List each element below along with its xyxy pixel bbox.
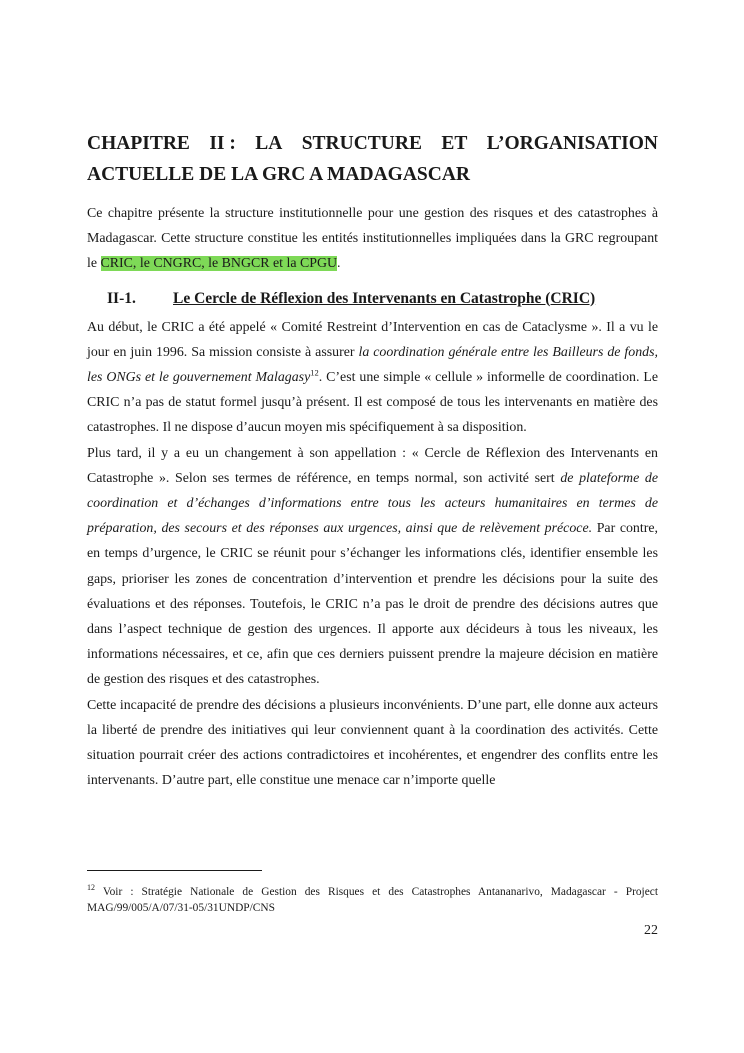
chapter-title-word: STRUCTURE [301, 133, 422, 154]
chapter-title-line-1 [87, 128, 658, 159]
paragraph-2-text-a: Plus tard, il y a eu un changement à son appellation : « Cercle de Réflexion des Intervenants en Catastrophe ». Selon ses termes de référence, en temps normal, son activité sert [87, 445, 658, 486]
footnote-text: Voir : Stratégie Nationale de Gestion des Risques et des Catastrophes Antananarivo, Madagascar - Project MAG/99/005/A/07/31-05/31UNDP/CNS [87, 886, 658, 914]
footnote-marker: 12 [87, 883, 95, 893]
paragraph-1-italic: la coordination générale entre les Bailleurs de fonds, les ONGs et le gouvernement Malagasy [87, 344, 658, 386]
footnote [87, 884, 658, 916]
chapter-title-word: II : [209, 133, 236, 154]
paragraph-2-italic: de plateforme de coordination et d’échanges d’informations entre tous les acteurs humanitaires en termes de préparation, des secours et des réponses aux urgences, ainsi que de relèvement précoce. [87, 470, 658, 537]
chapter-title [87, 128, 658, 190]
paragraph-2 [87, 441, 658, 693]
section-title: Le Cercle de Réflexion des Intervenants en Catastrophe (CRIC) [173, 289, 596, 307]
paragraph-3-text: Cette incapacité de prendre des décisions a plusieurs inconvénients. D’une part, elle donne aux acteurs la liberté de prendre des initiatives qui leur conviennent quant à la coordination des activités. Cette situation pourrait créer des actions contradictoires et incohérentes, et engendrer des conflits entre les intervenants. D’autre part, elle constitue une menace car n’importe quelle [87, 697, 658, 789]
paragraph-1-text-b: . C’est une simple « cellule » informelle de coordination. Le CRIC n’a pas de statut formel jusqu’à présent. Il est composé de tous les intervenants en matière des catastrophes. Il ne dispose d’aucun moyen mis spécifiquement à sa disposition. [87, 370, 659, 436]
chapter-title-word: LA [255, 133, 283, 154]
intro-paragraph [87, 201, 658, 277]
section-number: II-1. [107, 289, 136, 307]
intro-text: Ce chapitre présente la structure institutionnelle pour une gestion des risques et des catastrophes à Madagascar. Cette structure constitue les entités institutionnelles impliquées dans la GRC regroupant le [87, 206, 658, 272]
section-heading [107, 287, 658, 311]
intro-end: . [337, 256, 341, 272]
paragraph-2-text-b: Par contre, en temps d’urgence, le CRIC se réunit pour s’échanger les informations clés, identifier ensemble les gaps, prioriser les zones de concentration d’intervention et prendre les décisions pour la suite des évaluations et des réponses. Toutefois, le CRIC n’a pas le droit de prendre des décisions autres que dans l’aspect technique de gestion des urgences. Il apporte aux décideurs à tous les niveaux, les informations nécessaires, et ce, afin que ces derniers puissent prendre la majeure décision en matière de gestion des risques et des catastrophes. [87, 521, 659, 688]
paragraph-1-text-a: Au début, le CRIC a été appelé « Comité Restreint d’Intervention en cas de Cataclysme ». Il a vu le jour en juin 1996. Sa mission consiste à assurer [87, 319, 658, 360]
footnote-separator [87, 870, 262, 871]
page-body [87, 128, 658, 793]
footnote-reference[interactable]: 12 [310, 367, 319, 378]
chapter-title-word: L’ORGANISATION [486, 133, 658, 154]
chapter-title-word: CHAPITRE [87, 133, 190, 154]
highlighted-entities: CRIC, le CNGRC, le BNGCR et la CPGU [100, 256, 338, 272]
page-number: 22 [644, 923, 658, 938]
paragraph-3 [87, 693, 658, 794]
paragraph-1 [87, 315, 658, 441]
chapter-title-line-2: ACTUELLE DE LA GRC A MADAGASCAR [87, 164, 471, 185]
chapter-title-word: ET [441, 133, 468, 154]
